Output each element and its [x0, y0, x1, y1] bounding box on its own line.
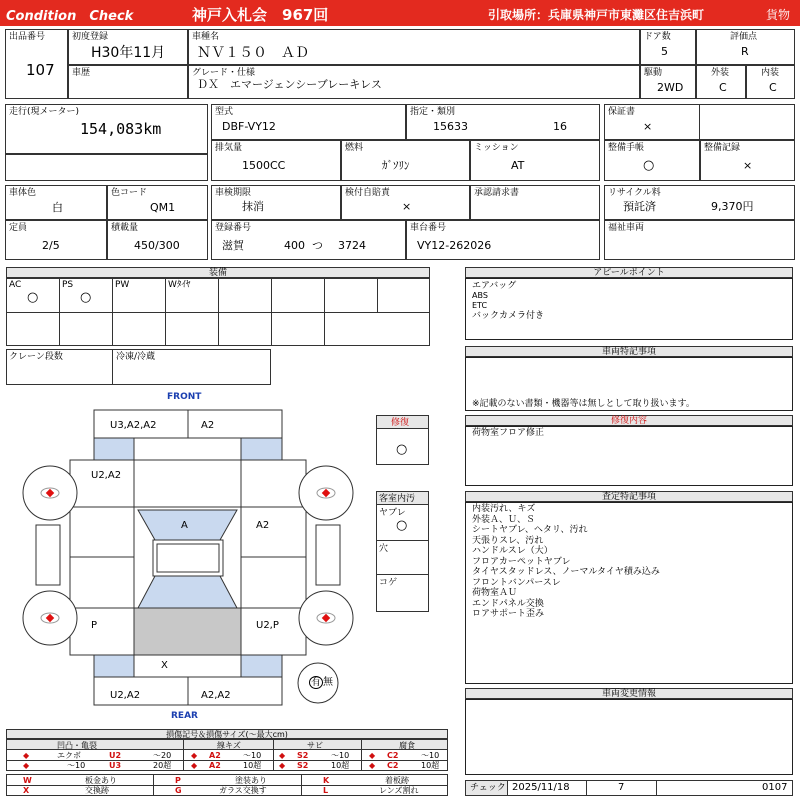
registration-kana: つ	[312, 239, 323, 252]
repair-title: 修復内容	[465, 415, 793, 426]
special-panel	[465, 357, 793, 411]
capacity: 2/5	[42, 239, 60, 252]
color-code: QM1	[150, 201, 176, 214]
legend-code: C2	[387, 761, 399, 770]
welfare-cell	[604, 220, 795, 260]
insurance: ×	[402, 200, 412, 213]
assessment-line: ハンドルスレ（大）	[472, 546, 553, 556]
lot-number-label: 出品番号	[9, 32, 46, 42]
assessment-line: 内装汚れ、キズ	[472, 504, 536, 514]
type-cell	[211, 104, 406, 140]
assessment-line: 荷物室ＡＵ	[472, 588, 518, 598]
maint-book: ○	[643, 158, 655, 173]
legend-size: 20超	[153, 761, 172, 770]
exterior-grade: C	[719, 81, 727, 94]
history-cell	[68, 65, 188, 99]
load: 450/300	[134, 239, 180, 252]
first-registration: H30年11月	[91, 45, 166, 61]
color-code-cell	[107, 185, 208, 220]
model-name: ＮＶ１５０ ＡＤ	[197, 45, 309, 61]
cabin-item-label: ヤブレ	[379, 508, 406, 518]
lot-number: 107	[26, 61, 55, 79]
fuel: ｶﾞｿﾘﾝ	[382, 159, 410, 172]
damage-front-left: U3,A2,A2	[110, 420, 157, 431]
mileage-cell	[5, 104, 208, 154]
crane-refrigeration-cell	[6, 349, 271, 385]
model-label: 車種名	[192, 32, 220, 42]
legend-meaning: ガラス交換す	[219, 786, 267, 795]
check-row	[465, 780, 793, 796]
maint-book-label: 整備手帳	[608, 143, 645, 153]
appeal-title: アピールポイント	[465, 267, 793, 278]
auction-name: 神戸入札会 967回	[192, 6, 329, 24]
interior-grade: C	[769, 81, 777, 94]
legend-code: C2	[387, 751, 399, 760]
check-label: チェック	[470, 783, 506, 793]
repair-box	[376, 415, 429, 465]
check-date: 2025/11/18	[512, 782, 570, 793]
exterior-cell	[696, 65, 746, 99]
recycle-amount: 9,370円	[711, 200, 754, 213]
crane-label: クレーン段数	[9, 352, 63, 362]
assessment-line: シートヤブレ、ヘタリ、汚れ	[472, 525, 588, 535]
refrigeration-label: 冷凍/冷蔵	[116, 352, 156, 362]
inspection-label: 車検期限	[215, 188, 252, 198]
assessment-line: 外装Ａ、Ｕ、Ｓ	[472, 514, 536, 525]
doors-cell	[640, 29, 696, 65]
mileage-blank	[5, 154, 208, 181]
body-color-cell	[5, 185, 107, 220]
damage-front-right: A2	[201, 420, 215, 431]
maint-book-cell	[604, 140, 700, 181]
doors: 5	[661, 45, 668, 58]
legend-group-name: 線キズ	[217, 741, 241, 750]
first-registration-cell	[68, 29, 188, 65]
damage-left-front: U2,A2	[91, 470, 122, 481]
insurance-cell	[341, 185, 470, 220]
color-code-label: 色コード	[111, 188, 148, 198]
displacement: 1500CC	[242, 159, 286, 172]
legend-size: ～10	[243, 751, 262, 760]
model-cell	[188, 29, 640, 65]
designation: 15633	[433, 120, 468, 133]
assessment-panel	[465, 502, 793, 684]
legend-item: エクボ	[57, 751, 81, 760]
maint-record-label: 整備記録	[704, 143, 741, 153]
change-title: 車両変更情報	[465, 688, 793, 699]
spare-tire-presence	[309, 677, 333, 688]
legend-code: K	[323, 776, 330, 785]
grade-label: グレード・仕様	[192, 68, 256, 78]
equip-ps-mark: ○	[80, 290, 92, 305]
cabin-title: 客室内汚	[379, 494, 416, 504]
warranty: ×	[643, 120, 653, 133]
insurance-label: 検付自賠責	[345, 188, 391, 198]
spare-no: 無	[323, 677, 333, 688]
repair-box-mark: ○	[396, 442, 408, 457]
rear-label: REAR	[171, 711, 198, 721]
pickup-location: 引取場所：兵庫県神戸市東灘区住吉浜町	[488, 8, 705, 22]
mission-label: ミッション	[474, 143, 519, 153]
special-note: ※記載のない書類・機器等は無しとして取り扱います。	[472, 399, 695, 409]
load-cell	[107, 220, 208, 260]
legend-code: L	[323, 786, 329, 795]
cabin-box	[376, 491, 429, 612]
history-label: 車歴	[72, 68, 91, 78]
cabin-item-label: コゲ	[379, 578, 398, 588]
legend-code: G	[175, 786, 182, 795]
drive: 2WD	[657, 81, 684, 94]
mission: AT	[511, 159, 525, 172]
recycle-cell	[604, 185, 795, 220]
front-label: FRONT	[167, 392, 202, 402]
recycle-label: リサイクル料	[608, 188, 661, 198]
assessment-line: フロントバンパースレ	[472, 577, 561, 588]
change-panel	[465, 699, 793, 775]
chassis-label: 車台番号	[410, 223, 447, 233]
repair-panel	[465, 426, 793, 486]
mission-cell	[470, 140, 600, 181]
legend-sizes: 凹凸・亀裂 線キズ サビ 腐食 ◆ エクボ U2 ～20 ◆ ～10 U3 20超 ◆ A2 ～10 ◆ A2 10超 ◆ S2 ～10 ◆ S2 10超 ◆ C2 ～10 ◆ C2 10超	[6, 739, 448, 771]
assessment-line: 天張りスレ、汚れ	[472, 535, 544, 546]
legend-meaning: レンズ割れ	[379, 786, 419, 795]
damage-rear-right: A2,A2	[201, 690, 231, 701]
legend-size: ～10	[67, 761, 86, 770]
mileage-label: 走行(現メーター)	[9, 107, 80, 117]
designation-label: 指定・類別	[410, 107, 456, 117]
damage-right-front: A2	[256, 520, 270, 531]
equipment-title: 装備	[6, 267, 430, 278]
spare-yes: 有	[311, 677, 321, 688]
displacement-cell	[211, 140, 341, 181]
approval-label: 承認請求書	[474, 188, 520, 198]
check-code: 0107	[762, 782, 788, 793]
inspection: 抹消	[242, 200, 264, 213]
repair-box-title: 修復	[391, 418, 410, 428]
damage-right-rear: U2,P	[256, 620, 279, 631]
capacity-cell	[5, 220, 107, 260]
legend-group-name: 凹凸・亀裂	[57, 741, 97, 750]
legend-meaning: 板金あり	[85, 776, 117, 785]
classification: 16	[553, 120, 567, 133]
legend-code: U3	[109, 761, 122, 770]
score-label: 評価点	[730, 32, 758, 42]
warranty-cell	[604, 104, 795, 140]
registration-number: 3724	[338, 239, 366, 252]
approval-cell	[470, 185, 600, 220]
score-cell	[696, 29, 795, 65]
interior-label: 内装	[761, 68, 780, 78]
legend-group-name: サビ	[307, 741, 323, 750]
legend-meaning: 塗装あり	[235, 776, 267, 785]
displacement-label: 排気量	[215, 143, 243, 153]
legend-code: S2	[297, 761, 309, 770]
equip-ac-mark: ○	[27, 290, 39, 305]
cabin-item-label: 穴	[379, 544, 389, 554]
assessment-line: エンドパネル交換	[472, 598, 544, 609]
legend-title: 損傷記号＆損傷サイズ(～最大cm)	[6, 729, 448, 739]
legend-size: ～10	[421, 751, 440, 760]
body-color-label: 車体色	[9, 188, 37, 198]
grade-cell	[188, 65, 640, 99]
warranty-label: 保証書	[608, 107, 636, 117]
cabin-item-mark: ○	[396, 518, 408, 533]
assessment-line: タイヤスタッドレス、ノーマルタイヤ積み込み	[472, 567, 660, 577]
drive-label: 駆動	[644, 68, 663, 78]
header-title: Condition Check	[6, 9, 134, 24]
legend-code: S2	[297, 751, 309, 760]
equipment-grid	[6, 278, 430, 346]
appeal-panel	[465, 278, 793, 340]
equip-wtire-label: Wﾀｲﾔ	[168, 280, 191, 290]
type-label: 型式	[215, 107, 234, 117]
legend-code: W	[23, 776, 32, 785]
assessment-line: ロアサポート歪み	[472, 609, 545, 619]
damage-rear-left: U2,A2	[110, 690, 141, 701]
exterior-label: 外装	[711, 68, 730, 78]
grade: ＤＸ エマージェンシーブレーキレス	[197, 78, 382, 91]
type: DBF-VY12	[222, 120, 276, 133]
assessment-title: 査定特記事項	[465, 491, 793, 502]
chassis-number: VY12-262026	[417, 239, 492, 252]
special-title: 車両特記事項	[465, 346, 793, 357]
registration-label: 登録番号	[215, 223, 252, 233]
equip-ps-label: PS	[62, 280, 74, 290]
lot-number-cell	[5, 29, 68, 99]
score: R	[741, 45, 749, 58]
legend-code: A2	[209, 751, 221, 760]
legend-code: P	[175, 776, 181, 785]
appeal-line: エアバッグ	[472, 281, 517, 291]
damage-hood: A	[181, 520, 188, 531]
welfare-label: 福祉車両	[608, 223, 645, 233]
legend-codes	[6, 774, 448, 796]
appeal-line: ETC	[472, 301, 488, 310]
assessment-line: フロアカーペットヤブレ	[472, 556, 571, 567]
registration-cell	[211, 220, 406, 260]
maint-record-cell	[700, 140, 795, 181]
recycle-status: 預託済	[623, 200, 656, 213]
legend-meaning: 着板跡	[385, 776, 409, 785]
registration-class: 400	[284, 239, 305, 252]
legend-code: U2	[109, 751, 122, 760]
drive-cell	[640, 65, 696, 99]
registration-area: 滋賀	[222, 239, 244, 252]
header-bar	[0, 0, 800, 26]
damage-left-rear: P	[91, 620, 98, 631]
chassis-cell	[406, 220, 600, 260]
fuel-cell	[341, 140, 470, 181]
mileage: 154,083km	[80, 120, 162, 138]
legend-size: 10超	[421, 761, 440, 770]
first-registration-label: 初度登録	[72, 32, 109, 42]
legend-code: X	[23, 786, 30, 795]
legend-size: 10超	[331, 761, 350, 770]
legend-size: ～20	[153, 751, 172, 760]
legend-group-name: 腐食	[399, 741, 415, 750]
designation-cell	[406, 104, 600, 140]
car-diagram	[0, 400, 380, 710]
appeal-line: バックカメラ付き	[472, 311, 545, 321]
repair-text: 荷物室フロア修正	[472, 428, 545, 438]
appeal-line: ABS	[472, 291, 488, 300]
damage-tail: X	[161, 660, 168, 671]
equip-pw-label: PW	[115, 280, 130, 290]
body-color: 白	[52, 201, 63, 214]
inspection-cell	[211, 185, 341, 220]
capacity-label: 定員	[9, 223, 28, 233]
vehicle-category: 貨物	[766, 8, 791, 22]
check-number: 7	[618, 782, 625, 793]
fuel-label: 燃料	[345, 143, 364, 153]
doors-label: ドア数	[644, 32, 671, 42]
legend-meaning: 交換跡	[85, 786, 109, 795]
interior-cell	[746, 65, 795, 99]
legend-code: A2	[209, 761, 221, 770]
equip-ac-label: AC	[9, 280, 22, 290]
load-label: 積載量	[111, 223, 139, 233]
legend-size: ～10	[331, 751, 350, 760]
legend-size: 10超	[243, 761, 262, 770]
maint-record: ×	[743, 159, 753, 172]
